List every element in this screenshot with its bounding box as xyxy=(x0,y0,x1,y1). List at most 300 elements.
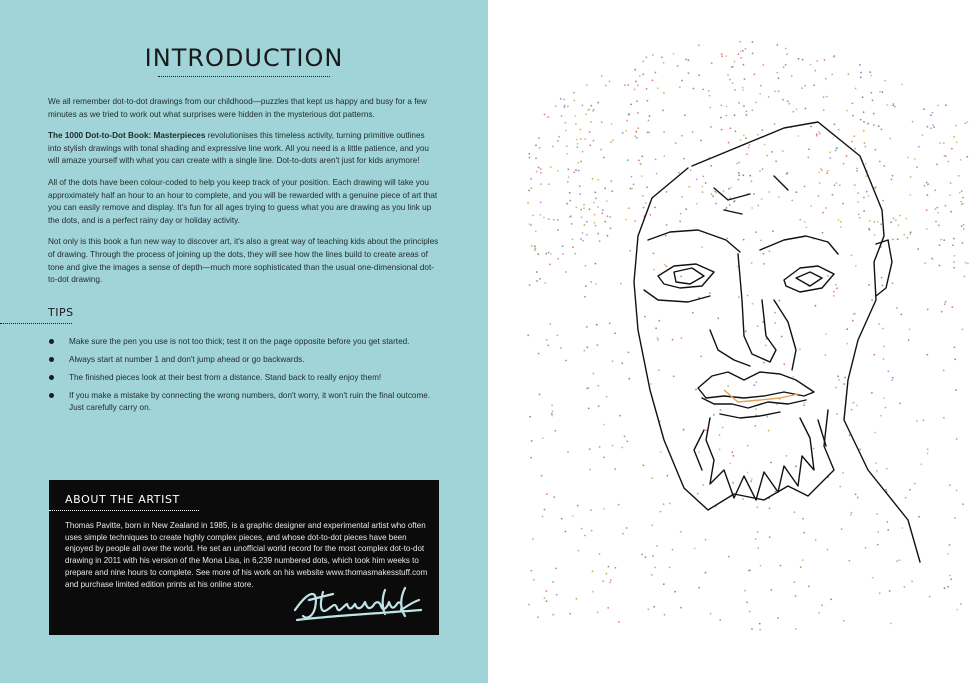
dot xyxy=(898,224,900,226)
dot xyxy=(734,114,736,116)
dot xyxy=(669,567,671,569)
dot xyxy=(647,100,649,102)
dot xyxy=(780,565,782,567)
dot xyxy=(896,560,898,562)
dot xyxy=(776,72,778,74)
bullet-icon xyxy=(49,393,54,398)
dot xyxy=(552,614,554,616)
dot xyxy=(565,360,567,362)
dot xyxy=(582,232,584,234)
dot xyxy=(590,121,592,123)
dot xyxy=(816,135,818,137)
dot xyxy=(588,109,590,111)
dot xyxy=(655,159,657,161)
dot xyxy=(564,531,566,533)
dot xyxy=(672,339,674,341)
dot xyxy=(738,174,740,176)
dot xyxy=(827,549,829,551)
dot xyxy=(933,126,935,128)
dot xyxy=(732,82,734,84)
dot xyxy=(955,125,957,127)
dot xyxy=(578,170,580,172)
dot xyxy=(884,80,886,82)
dot xyxy=(800,566,802,568)
dot xyxy=(598,405,600,407)
dot xyxy=(713,414,715,416)
dot xyxy=(527,202,529,204)
dot xyxy=(669,503,671,505)
dot xyxy=(860,72,862,74)
dot xyxy=(786,53,788,55)
dot xyxy=(624,84,626,86)
dot xyxy=(865,547,867,549)
dot xyxy=(702,89,704,91)
dot xyxy=(770,462,772,464)
dot xyxy=(641,155,643,157)
dot xyxy=(761,129,763,131)
bullet-icon xyxy=(49,375,54,380)
dot xyxy=(804,221,806,223)
dot xyxy=(818,131,820,133)
dot xyxy=(653,269,655,271)
dot xyxy=(681,196,683,198)
tips-heading: TIPS xyxy=(48,306,74,319)
dot xyxy=(607,607,609,609)
dot xyxy=(747,295,749,297)
dot xyxy=(603,508,605,510)
dot xyxy=(553,219,555,221)
dot xyxy=(834,184,836,186)
dot xyxy=(755,425,757,427)
dot xyxy=(950,211,952,213)
dot xyxy=(963,224,965,226)
dot xyxy=(825,207,827,209)
dot xyxy=(732,66,734,68)
dot xyxy=(763,362,765,364)
dot xyxy=(618,621,620,623)
dot xyxy=(836,147,838,149)
dot xyxy=(652,54,654,56)
dot xyxy=(610,141,612,143)
dot xyxy=(823,109,825,111)
dot xyxy=(673,53,675,55)
dot xyxy=(733,455,735,457)
dot xyxy=(751,109,753,111)
dot xyxy=(962,503,964,505)
dot xyxy=(965,262,967,264)
dot xyxy=(863,197,865,199)
dot xyxy=(628,114,630,116)
dot xyxy=(945,104,947,106)
dot xyxy=(535,144,537,146)
dot xyxy=(528,604,530,606)
dot xyxy=(956,490,958,492)
dot xyxy=(557,229,559,231)
dot xyxy=(879,91,881,93)
dot xyxy=(589,448,591,450)
dot xyxy=(575,123,577,125)
dot xyxy=(647,132,649,134)
dot xyxy=(947,586,949,588)
dot xyxy=(954,255,956,257)
dot xyxy=(595,198,597,200)
dot xyxy=(591,530,593,532)
dot xyxy=(645,202,647,204)
dot xyxy=(557,258,559,260)
dot xyxy=(932,112,934,114)
dot xyxy=(696,178,698,180)
dot xyxy=(693,88,695,90)
dot xyxy=(923,108,925,110)
dot xyxy=(714,191,716,193)
dot xyxy=(775,160,777,162)
dot xyxy=(528,190,530,192)
dot xyxy=(927,126,929,128)
dot xyxy=(740,57,742,59)
dot xyxy=(531,245,533,247)
dot xyxy=(542,437,544,439)
dot xyxy=(927,184,929,186)
dot xyxy=(698,44,700,46)
dot xyxy=(731,451,733,453)
dot xyxy=(531,188,533,190)
dot xyxy=(586,84,588,86)
dot xyxy=(846,343,848,345)
dot xyxy=(877,544,879,546)
dot xyxy=(561,115,563,117)
dot xyxy=(604,187,606,189)
dot xyxy=(567,181,569,183)
dot xyxy=(582,151,584,153)
dot xyxy=(769,536,771,538)
dot xyxy=(949,575,951,577)
dot xyxy=(698,587,700,589)
dot xyxy=(910,233,912,235)
dot xyxy=(846,155,848,157)
dot xyxy=(666,265,668,267)
dot xyxy=(672,549,674,551)
dot xyxy=(853,313,855,315)
dot xyxy=(527,334,529,336)
dot xyxy=(943,239,945,241)
dot xyxy=(694,548,696,550)
dot xyxy=(648,120,650,122)
dot xyxy=(757,547,759,549)
dot xyxy=(838,219,840,221)
dot xyxy=(766,155,768,157)
dot xyxy=(711,193,713,195)
dot xyxy=(661,56,663,58)
dot xyxy=(601,75,603,77)
dot xyxy=(891,379,893,381)
dot xyxy=(959,192,961,194)
dot xyxy=(938,224,940,226)
dot xyxy=(856,405,858,407)
dot xyxy=(774,491,776,493)
dot xyxy=(865,163,867,165)
dot xyxy=(567,105,569,107)
dot xyxy=(618,504,620,506)
dot xyxy=(554,430,556,432)
dot xyxy=(529,157,531,159)
dot xyxy=(628,207,630,209)
dot xyxy=(869,229,871,231)
dot xyxy=(916,166,918,168)
dot xyxy=(822,212,824,214)
dot xyxy=(950,182,952,184)
dot xyxy=(592,178,594,180)
dot xyxy=(709,95,711,97)
dot xyxy=(831,74,833,76)
dot xyxy=(808,585,810,587)
dot xyxy=(560,347,562,349)
dot xyxy=(759,623,761,625)
dot xyxy=(742,174,744,176)
dot xyxy=(910,231,912,233)
dot xyxy=(943,370,945,372)
dot xyxy=(907,237,909,239)
dot xyxy=(692,312,694,314)
dot xyxy=(743,239,745,241)
dot xyxy=(570,215,572,217)
tip-item xyxy=(48,372,440,384)
dot xyxy=(572,246,574,248)
dot xyxy=(564,105,566,107)
dot xyxy=(967,121,969,123)
dot xyxy=(730,127,732,129)
dot xyxy=(663,583,665,585)
dot xyxy=(875,462,877,464)
dot xyxy=(664,614,666,616)
dot xyxy=(597,102,599,104)
dot xyxy=(569,613,571,615)
dot xyxy=(640,163,642,165)
dot xyxy=(646,56,648,58)
dot xyxy=(733,201,735,203)
dot xyxy=(837,375,839,377)
dot xyxy=(934,208,936,210)
dot xyxy=(954,517,956,519)
dot xyxy=(551,405,553,407)
dot xyxy=(589,131,591,133)
dot xyxy=(622,132,624,134)
dot xyxy=(749,569,751,571)
dot xyxy=(916,420,918,422)
dot xyxy=(894,106,896,108)
dot xyxy=(935,221,937,223)
dot xyxy=(552,411,554,413)
dot xyxy=(557,334,559,336)
dot xyxy=(951,148,953,150)
dot xyxy=(885,407,887,409)
dot xyxy=(949,544,951,546)
dot xyxy=(742,498,744,500)
dot xyxy=(810,126,812,128)
dot xyxy=(583,204,585,206)
dot xyxy=(589,469,591,471)
dot xyxy=(597,233,599,235)
dot xyxy=(877,531,879,533)
dot xyxy=(544,282,546,284)
dot xyxy=(757,325,759,327)
dot xyxy=(655,72,657,74)
dot xyxy=(912,121,914,123)
dot xyxy=(641,175,643,177)
dot xyxy=(947,553,949,555)
dot xyxy=(954,359,956,361)
dot xyxy=(622,533,624,535)
dot xyxy=(660,511,662,513)
dot xyxy=(557,170,559,172)
dot xyxy=(642,465,644,467)
dot xyxy=(529,416,531,418)
dot xyxy=(903,234,905,236)
dot xyxy=(863,130,865,132)
dot xyxy=(595,225,597,227)
dot xyxy=(592,591,594,593)
dot xyxy=(710,613,712,615)
dot xyxy=(746,153,748,155)
dot xyxy=(675,142,677,144)
dot xyxy=(889,590,891,592)
dot xyxy=(886,521,888,523)
dot xyxy=(746,110,748,112)
dot xyxy=(966,156,968,158)
dot xyxy=(880,415,882,417)
dot xyxy=(594,222,596,224)
dot xyxy=(615,567,617,569)
dot xyxy=(779,300,781,302)
dot xyxy=(760,240,762,242)
dot xyxy=(742,50,744,52)
dot xyxy=(530,570,532,572)
dot-to-dot-portrait xyxy=(488,0,976,683)
dot xyxy=(926,182,928,184)
dot xyxy=(630,104,632,106)
dot xyxy=(881,277,883,279)
dot xyxy=(781,336,783,338)
dot xyxy=(726,106,728,108)
dot xyxy=(653,252,655,254)
about-the-artist-box xyxy=(49,480,439,635)
dot xyxy=(914,483,916,485)
dot xyxy=(763,253,765,255)
dot xyxy=(901,84,903,86)
dot xyxy=(557,140,559,142)
dot xyxy=(762,168,764,170)
dot xyxy=(863,111,865,113)
dot xyxy=(833,56,835,58)
dot xyxy=(759,629,761,631)
dot xyxy=(943,142,945,144)
dot xyxy=(681,337,683,339)
dot xyxy=(734,61,736,63)
dot xyxy=(611,123,613,125)
dot xyxy=(874,432,876,434)
dot xyxy=(576,598,578,600)
dot xyxy=(654,207,656,209)
dot xyxy=(743,64,745,66)
dot xyxy=(867,123,869,125)
dot xyxy=(785,64,787,66)
dot xyxy=(596,324,598,326)
dot xyxy=(745,330,747,332)
dot xyxy=(950,578,952,580)
dot xyxy=(542,516,544,518)
dot xyxy=(768,191,770,193)
tips-dotted-underline xyxy=(0,323,72,324)
intro-paragraph-3: All of the dots have been colour-coded to help you keep track of your position. Each drawing will take you approximately half an hour to an hour to complete, and you will be rewarded with a genuine piece of art that you can easily remove and display. It's fun for all ages trying to guess what you are drawing as you link up the dots, and is a perfect rainy day or holiday activity. xyxy=(48,177,438,225)
dot xyxy=(735,130,737,132)
dot xyxy=(843,163,845,165)
dot xyxy=(604,221,606,223)
dot xyxy=(795,628,797,630)
dot xyxy=(572,515,574,517)
dot xyxy=(729,204,731,206)
dot xyxy=(662,110,664,112)
dot xyxy=(611,180,613,182)
about-heading: ABOUT THE ARTIST xyxy=(65,493,180,506)
dot xyxy=(774,322,776,324)
dot xyxy=(738,172,740,174)
dot xyxy=(684,114,686,116)
dot xyxy=(582,240,584,242)
dot xyxy=(823,96,825,98)
dot xyxy=(647,608,649,610)
dot xyxy=(844,377,846,379)
dot xyxy=(649,214,651,216)
dot xyxy=(580,138,582,140)
dot xyxy=(614,468,616,470)
dot xyxy=(851,141,853,143)
dot xyxy=(546,493,548,495)
dot xyxy=(860,76,862,78)
dot xyxy=(900,314,902,316)
dot xyxy=(774,123,776,125)
dot xyxy=(579,193,581,195)
dot xyxy=(738,53,740,55)
dot xyxy=(538,137,540,139)
dot xyxy=(852,115,854,117)
dot xyxy=(807,156,809,158)
dot xyxy=(722,427,724,429)
dot xyxy=(667,475,669,477)
dot xyxy=(690,169,692,171)
dot xyxy=(602,580,604,582)
dot xyxy=(850,514,852,516)
dot xyxy=(666,191,668,193)
dot xyxy=(664,264,666,266)
dot xyxy=(882,285,884,287)
dot xyxy=(730,187,732,189)
dot xyxy=(815,305,817,307)
dot xyxy=(621,447,623,449)
dot xyxy=(929,596,931,598)
dot xyxy=(881,91,883,93)
dot xyxy=(909,194,911,196)
dot xyxy=(599,240,601,242)
dot xyxy=(548,252,550,254)
dot xyxy=(816,133,818,135)
dot xyxy=(863,210,865,212)
dot xyxy=(886,468,888,470)
dot xyxy=(628,352,630,354)
dot xyxy=(909,489,911,491)
dot xyxy=(840,226,842,228)
dot xyxy=(871,92,873,94)
dot xyxy=(680,213,682,215)
dot xyxy=(801,87,803,89)
